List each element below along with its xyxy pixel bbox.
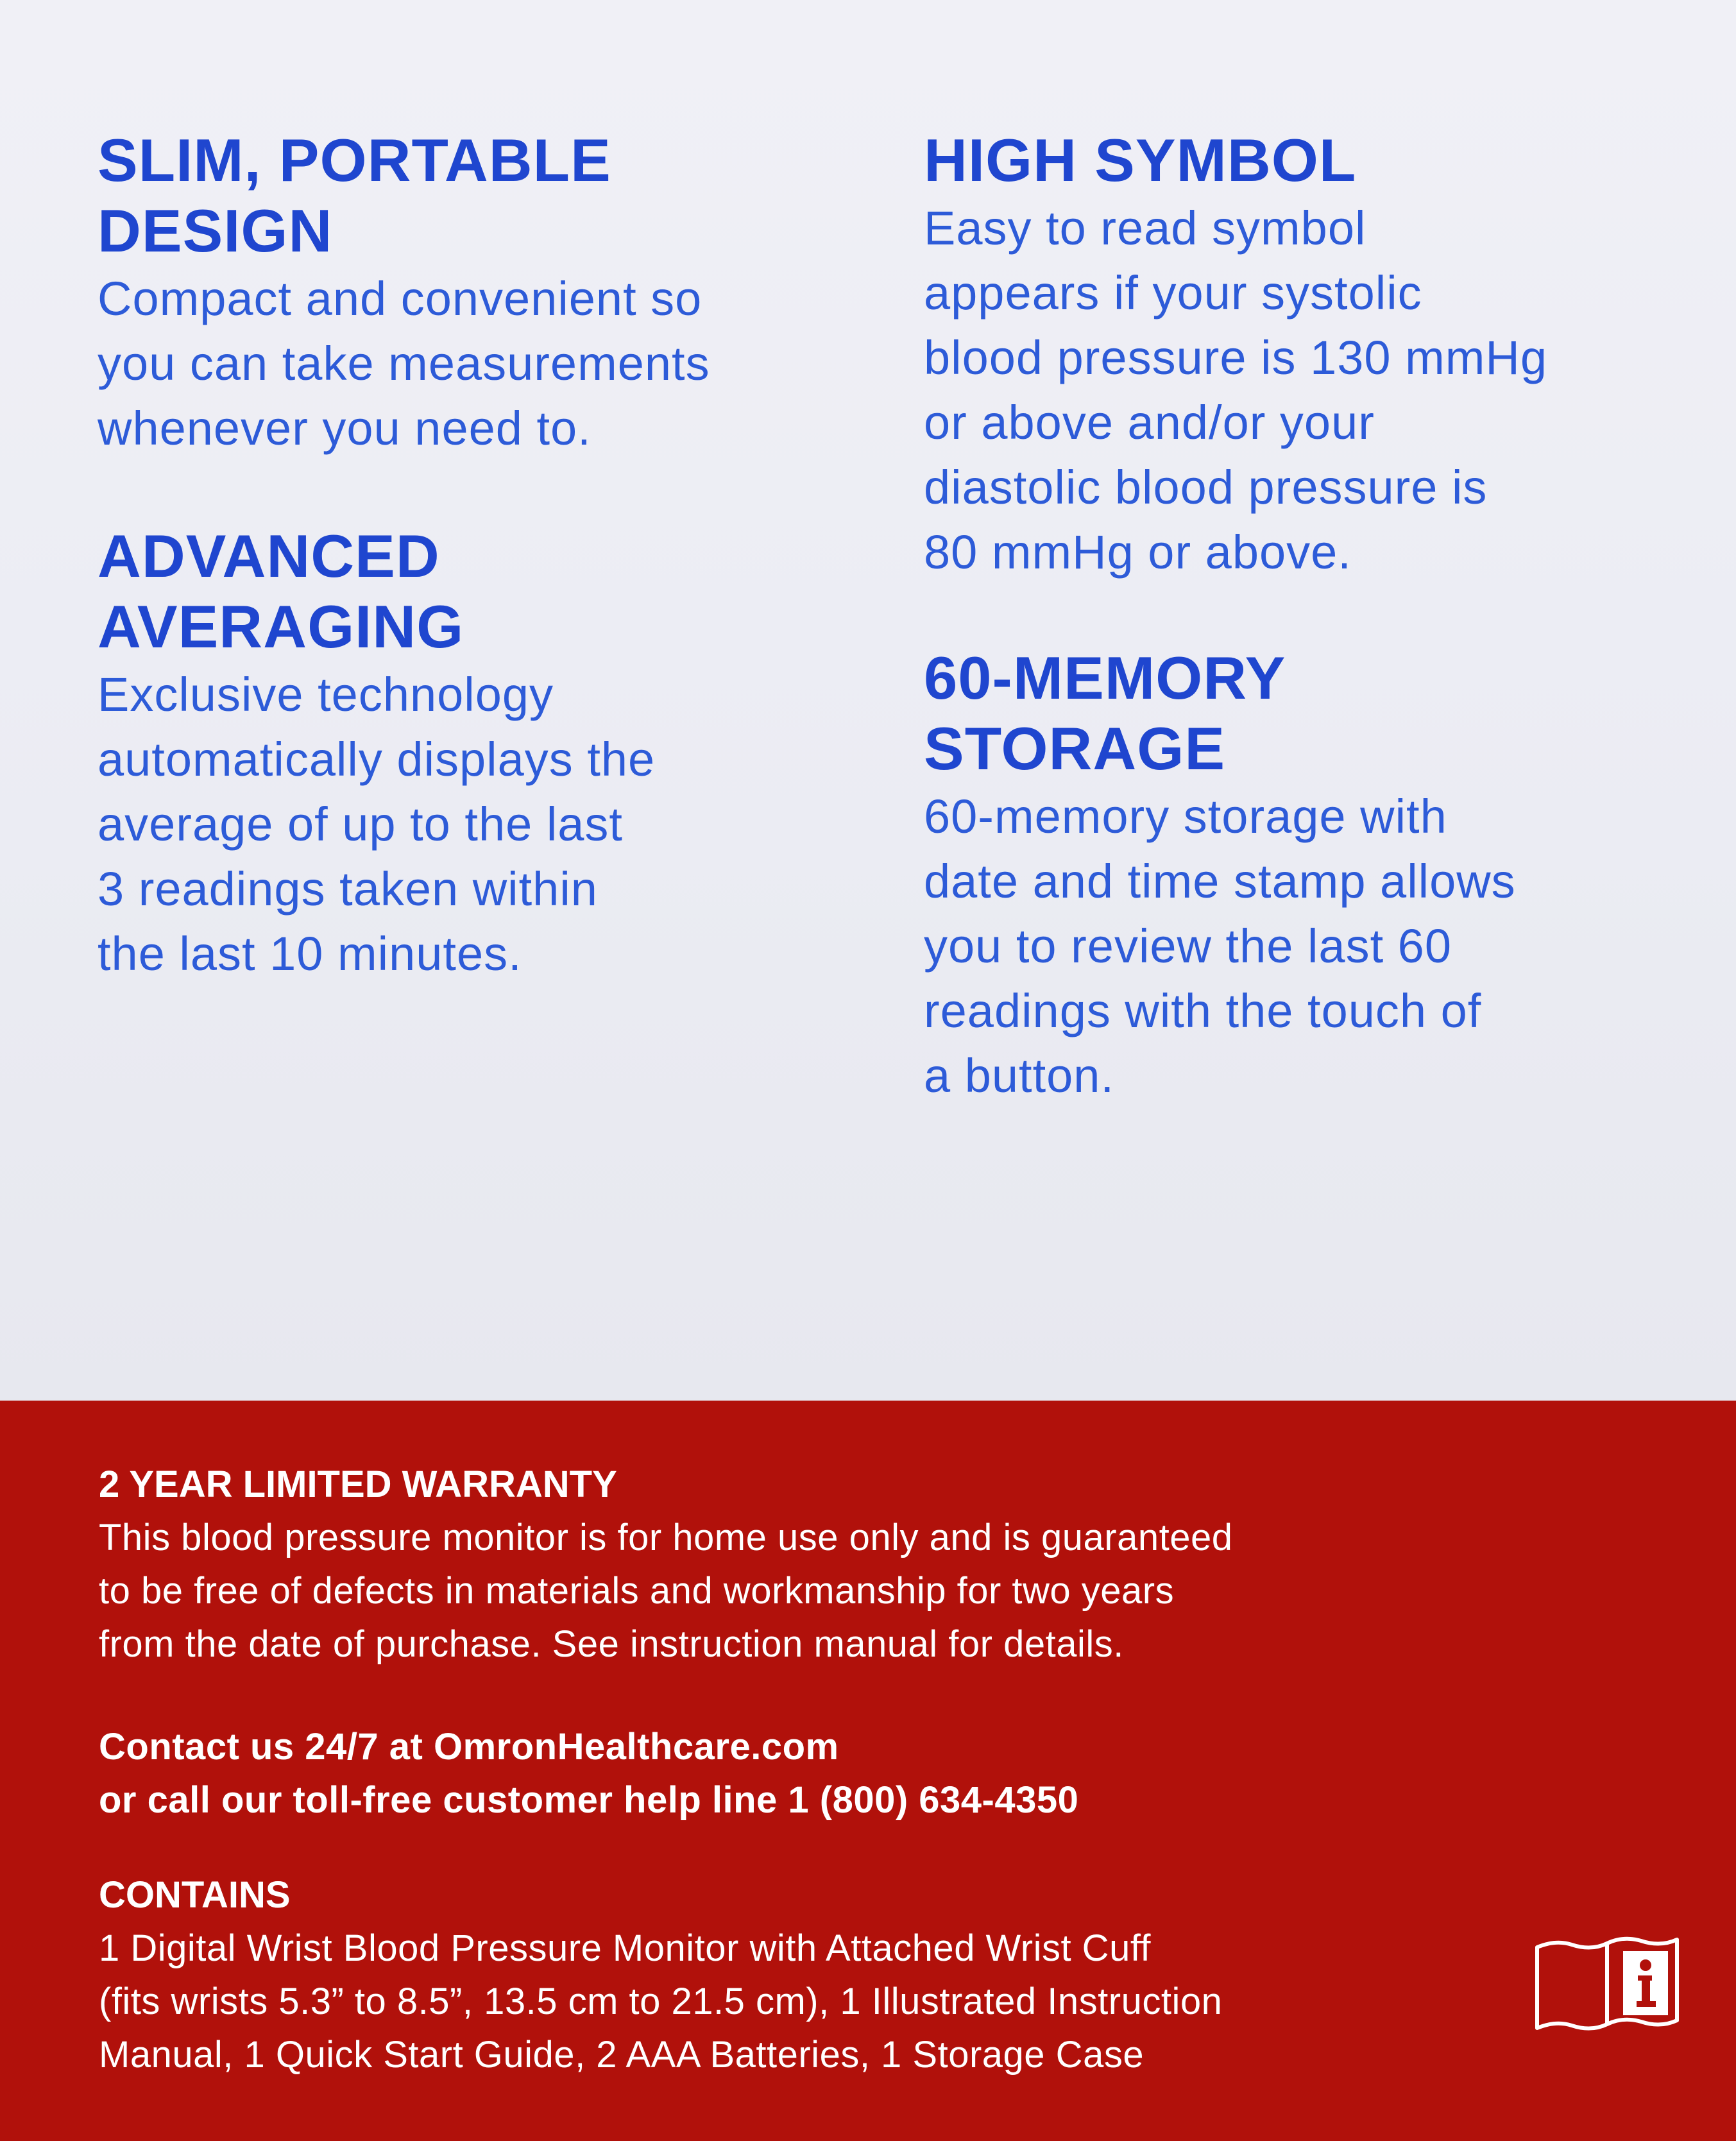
feature-body (98, 266, 829, 461)
heading-line: STORAGE (924, 715, 1226, 782)
feature-heading (924, 125, 1681, 196)
contact-phone-line[interactable]: or call our toll-free customer help line 1 (800) 634-4350 (99, 1779, 1079, 1821)
feature-heading (98, 125, 829, 266)
body-line: readings with the touch of (924, 984, 1482, 1037)
body-line: Exclusive technology (98, 668, 554, 721)
body-line: whenever you need to. (98, 402, 591, 455)
warranty-text (99, 1511, 1446, 1671)
body-line: average of up to the last (98, 798, 623, 851)
contains-section (99, 1869, 1446, 2081)
body-line: 3 readings taken within (98, 862, 598, 916)
feature-body (98, 662, 829, 986)
text-line: (fits wrists 5.3” to 8.5”, 13.5 cm to 21.5 cm), 1 Illustrated Instruction (99, 1981, 1223, 2022)
heading-line: 60-MEMORY (924, 644, 1286, 712)
feature-60-memory-storage (924, 643, 1681, 1108)
body-line: automatically displays the (98, 733, 656, 786)
body-line: or above and/or your (924, 396, 1375, 449)
heading-line: SLIM, PORTABLE (98, 126, 611, 194)
text-line: from the date of purchase. See instruction manual for details. (99, 1623, 1124, 1665)
body-line: appears if your systolic (924, 266, 1422, 320)
feature-high-symbol (924, 125, 1681, 584)
text-line: This blood pressure monitor is for home use only and is guaranteed (99, 1517, 1233, 1558)
feature-body (924, 784, 1681, 1108)
text-line: 1 Digital Wrist Blood Pressure Monitor with Attached Wrist Cuff (99, 1927, 1152, 1969)
feature-slim-portable-design (98, 125, 829, 461)
body-line: 80 mmHg or above. (924, 525, 1352, 579)
feature-heading (98, 521, 829, 662)
warranty-section (99, 1458, 1446, 1671)
feature-body (924, 196, 1681, 584)
body-line: Easy to read symbol (924, 201, 1366, 255)
text-line: to be free of defects in materials and workmanship for two years (99, 1570, 1175, 1612)
heading-line: ADVANCED (98, 522, 440, 590)
body-line: the last 10 minutes. (98, 927, 522, 980)
body-line: 60-memory storage with (924, 790, 1447, 843)
contact-section (99, 1720, 1446, 1827)
feature-heading (924, 643, 1681, 784)
contact-text (99, 1720, 1446, 1827)
info-panel (0, 1401, 1736, 2141)
body-line: you to review the last 60 (924, 919, 1452, 973)
warranty-title: 2 YEAR LIMITED WARRANTY (99, 1463, 617, 1505)
feature-advanced-averaging (98, 521, 829, 986)
body-line: blood pressure is 130 mmHg (924, 331, 1547, 384)
heading-line: AVERAGING (98, 593, 464, 660)
instruction-manual-icon (1533, 1934, 1681, 2032)
contains-title: CONTAINS (99, 1874, 291, 1916)
heading-line: DESIGN (98, 197, 333, 264)
body-line: diastolic blood pressure is (924, 461, 1488, 514)
body-line: you can take measurements (98, 337, 710, 390)
contains-text (99, 1922, 1446, 2081)
body-line: a button. (924, 1049, 1115, 1102)
heading-line: HIGH SYMBOL (924, 126, 1357, 194)
body-line: Compact and convenient so (98, 272, 702, 325)
body-line: date and time stamp allows (924, 855, 1516, 908)
contact-website-line[interactable]: Contact us 24/7 at OmronHealthcare.com (99, 1726, 839, 1768)
text-line: Manual, 1 Quick Start Guide, 2 AAA Batteries, 1 Storage Case (99, 2034, 1145, 2076)
